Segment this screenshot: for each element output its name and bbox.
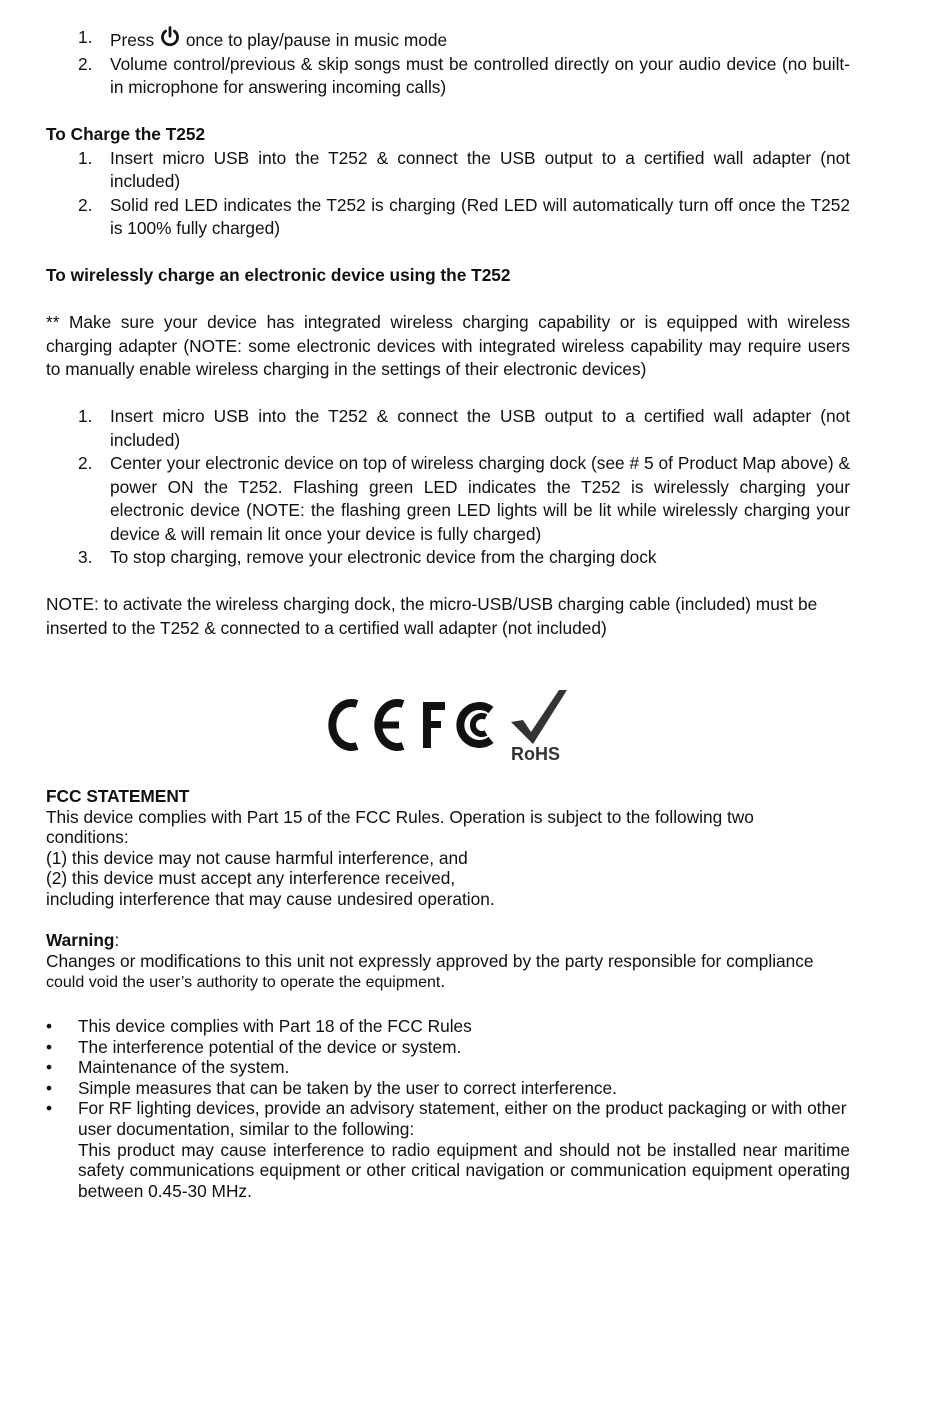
warning-line: [46, 971, 850, 994]
list-number: 2.: [78, 53, 93, 74]
list-number: 1.: [78, 147, 93, 168]
list-text: For RF lighting devices, provide an advisory statement, either on the product packaging or with other user documentation, similar to the following:: [78, 1098, 847, 1139]
list-number: 1.: [78, 406, 93, 426]
wireless-capability-note: ** Make sure your device has integrated wireless charging capability or is equipped with wireless charging adapter (NOTE: some electronic devices with integrated wireless capability may require users to manually enable wireless charging in the settings of their electronic devices): [46, 312, 850, 379]
charge-steps-list: [46, 147, 850, 241]
bullet: •: [46, 1036, 53, 1057]
warning-colon: :: [114, 930, 120, 951]
certification-logos: [46, 684, 850, 766]
list-item: [46, 194, 850, 241]
wireless-steps-list: [46, 405, 850, 570]
list-text: Insert micro USB into the T252 & connect the USB output to a certified wall adapter (not included): [110, 147, 850, 191]
power-icon: [159, 26, 181, 48]
bullet: •: [46, 1077, 53, 1098]
list-item: [46, 53, 850, 100]
warning-label: Warning: [46, 930, 115, 951]
list-text: Solid red LED indicates the T252 is charging (Red LED will automatically turn off once the T252 is 100% fully charged): [110, 194, 850, 238]
bullet: •: [46, 1098, 53, 1119]
list-item: [46, 147, 850, 194]
warning-line-text: could void the user’s authority to operate the equipment: [46, 974, 441, 992]
list-item: [46, 26, 850, 53]
fcc-line: (1) this device may not cause harmful interference, and: [46, 847, 468, 868]
list-text: The interference potential of the device or system.: [78, 1036, 462, 1057]
fcc-line: conditions:: [46, 827, 129, 848]
fcc-logo: [423, 702, 491, 748]
list-item: [46, 1078, 850, 1099]
section-heading-charge: To Charge the T252: [46, 124, 206, 144]
manual-page: [46, 26, 850, 1201]
list-text: Press: [110, 30, 155, 50]
dock-activation-note: NOTE: to activate the wireless charging dock, the micro-USB/USB charging cable (included) must be inserted to the T252 & connected to a certified wall adapter (not included): [46, 594, 818, 638]
bullet: •: [46, 1057, 53, 1078]
warning-line-end: .: [440, 971, 446, 992]
list-number: 2.: [78, 194, 93, 215]
fcc-line: (2) this device must accept any interference received,: [46, 868, 456, 889]
list-item: [46, 1098, 850, 1201]
rf-advisory-statement: This product may cause interference to radio equipment and should not be installed near maritime safety communications equipment or other critical navigation or communication equipment operating between 0.45-30 MHz.: [78, 1139, 850, 1201]
list-text: Simple measures that can be taken by the user to correct interference.: [78, 1077, 617, 1098]
list-item: [46, 546, 850, 570]
warning-line: Changes or modifications to this unit not expressly approved by the party responsible for compliance: [46, 950, 814, 971]
list-text: To stop charging, remove your electronic device from the charging dock: [110, 547, 657, 567]
ce-fcc-rohs-logos: [323, 684, 573, 766]
list-text: Insert micro USB into the T252 & connect the USB output to a certified wall adapter (not included): [110, 406, 850, 450]
list-text: Volume control/previous & skip songs must be controlled directly on your audio device (no built-in microphone for answering incoming calls): [110, 53, 850, 97]
bullet: •: [46, 1015, 53, 1036]
list-item: [46, 1037, 850, 1058]
fcc-bullet-list: [46, 1016, 850, 1201]
music-mode-list: [46, 26, 850, 100]
list-number: 3.: [78, 547, 93, 567]
rohs-logo: [511, 690, 567, 764]
list-item: [46, 1057, 850, 1078]
fcc-heading: FCC STATEMENT: [46, 786, 190, 806]
fcc-statement: [46, 786, 850, 1201]
rohs-label: RoHS: [511, 744, 560, 764]
list-item: [46, 1016, 850, 1037]
list-text: Center your electronic device on top of wireless charging dock (see # 5 of Product Map above) & power ON the T252. Flashing green LED indicates the T252 is wirelessly charging your electronic device (NOTE: the flashing green LED lights will be lit while wirelessly charging your device & will remain lit once your device is fully charged): [110, 453, 850, 544]
list-text: Maintenance of the system.: [78, 1057, 290, 1078]
list-item: [46, 452, 850, 546]
fcc-line: including interference that may cause undesired operation.: [46, 888, 495, 909]
ce-mark-logo: [332, 703, 403, 747]
list-text: once to play/pause in music mode: [185, 30, 448, 50]
list-text: This device complies with Part 18 of the FCC Rules: [78, 1015, 472, 1036]
fcc-line: This device complies with Part 15 of the FCC Rules. Operation is subject to the following two: [46, 806, 754, 827]
list-number: 1.: [78, 27, 93, 47]
section-heading-wireless: To wirelessly charge an electronic device using the T252: [46, 265, 511, 285]
warning-heading: [46, 930, 850, 951]
list-number: 2.: [78, 453, 93, 473]
list-item: [46, 405, 850, 452]
